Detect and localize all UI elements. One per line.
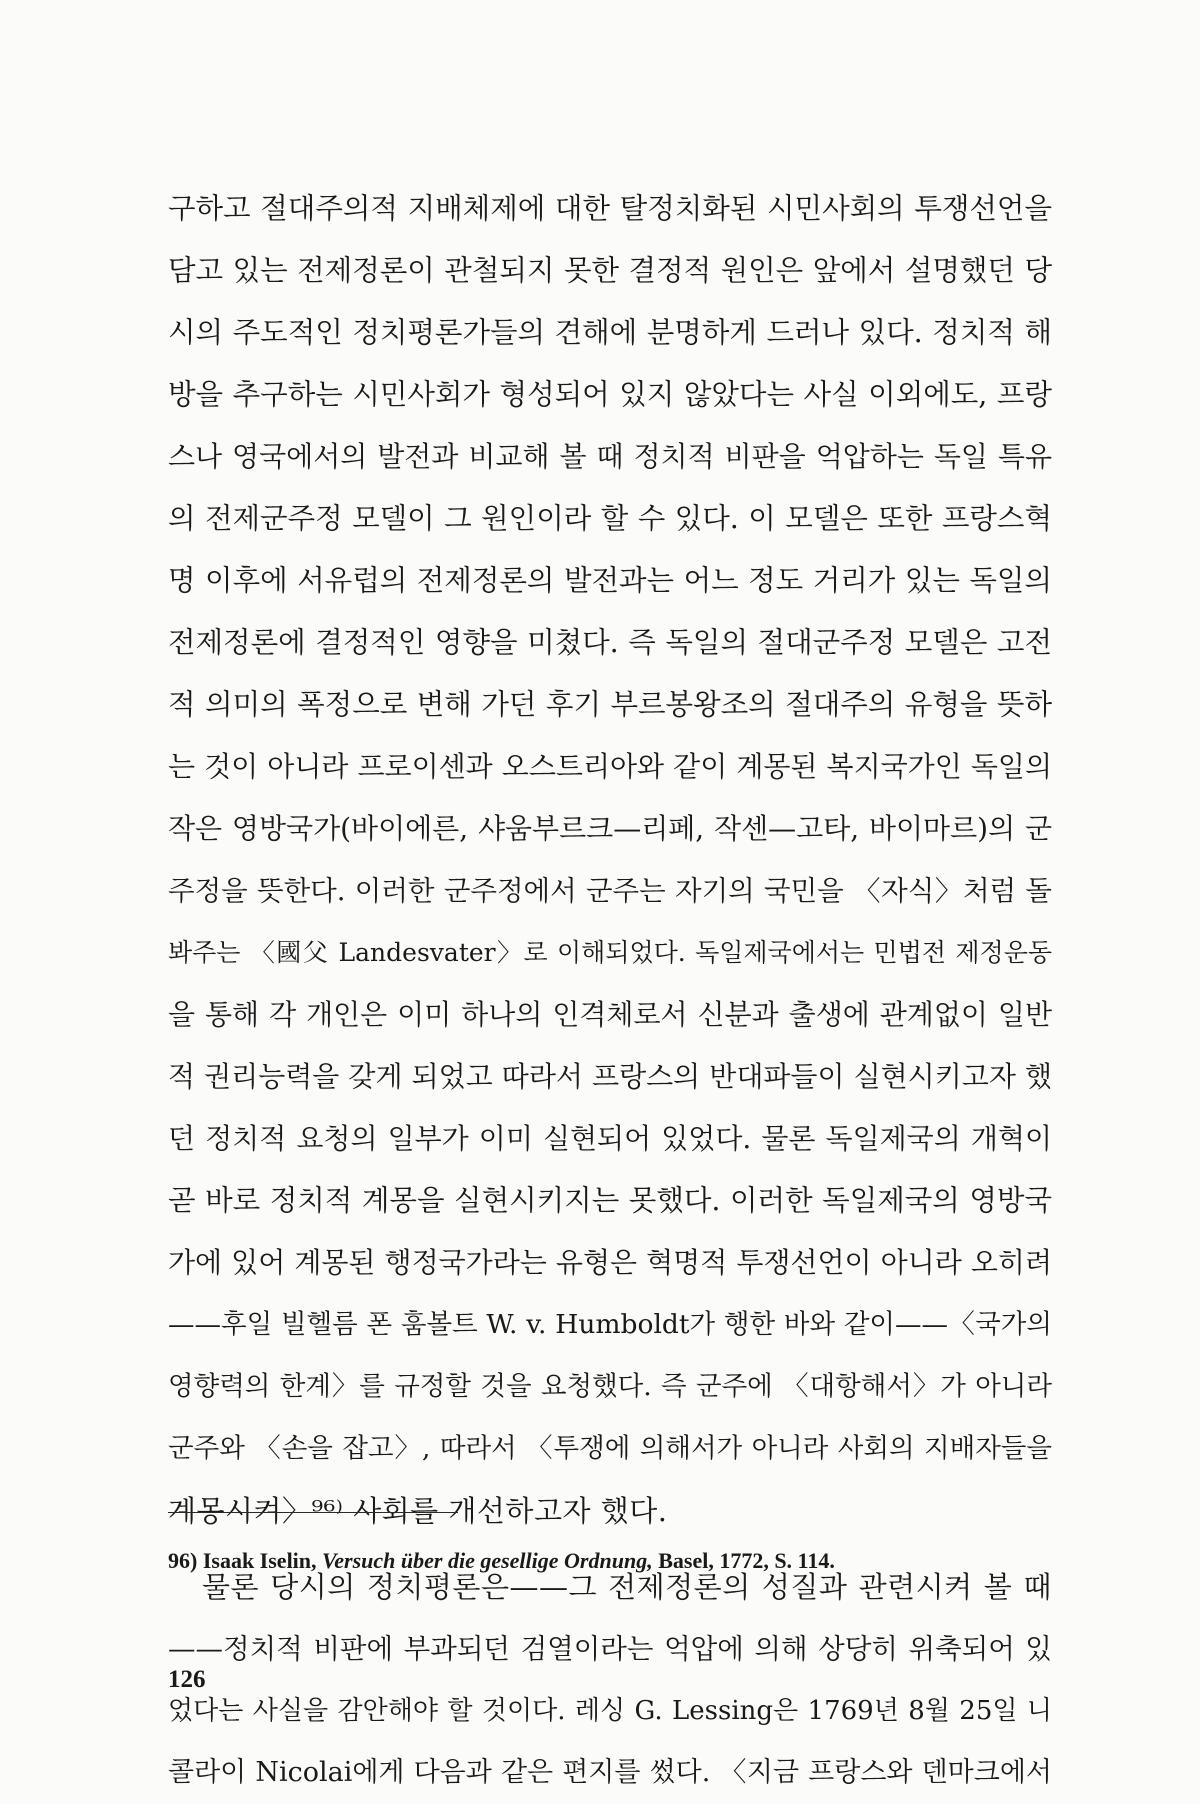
text-line: 곧 바로 정치적 계몽을 실현시키지는 못했다. 이러한 독일제국의 영방국 bbox=[168, 1184, 1052, 1217]
text-line: 을 통해 각 개인은 이미 하나의 인격체로서 신분과 출생에 관계없이 일반 bbox=[168, 998, 1052, 1031]
text-line: 콜라이 Nicolai에게 다음과 같은 편지를 썼다. 〈지금 프랑스와 덴마크에서 bbox=[168, 1757, 1052, 1788]
text-line: 었다는 사실을 감안해야 할 것이다. 레싱 G. Lessing은 1769년 8월 25일 니 bbox=[168, 1696, 1052, 1726]
text-line: 물론 당시의 정치평론은——그 전제정론의 성질과 관련시켜 볼 때 bbox=[202, 1570, 1052, 1604]
text-line: 계몽시켜〉⁹⁶⁾ 사회를 개선하고자 했다. bbox=[168, 1494, 668, 1528]
text-line: 전제정론에 결정적인 영향을 미쳤다. 즉 독일의 절대군주정 모델은 고전 bbox=[168, 626, 1052, 659]
text-line: 영향력의 한계〉를 규정할 것을 요청했다. 즉 군주에 〈대항해서〉가 아니라 bbox=[168, 1371, 1052, 1402]
text-line: 시의 주도적인 정치평론가들의 견해에 분명하게 드러나 있다. 정치적 해 bbox=[168, 316, 1052, 349]
text-line: 명 이후에 서유럽의 전제정론의 발전과는 어느 정도 거리가 있는 독일의 bbox=[168, 564, 1052, 597]
text-line: 봐주는 〈國父 Landesvater〉로 이해되었다. 독일제국에서는 민법전 제정운동 bbox=[168, 938, 1052, 967]
text-line: 던 정치적 요청의 일부가 이미 실현되어 있었다. 물론 독일제국의 개혁이 bbox=[168, 1122, 1052, 1155]
text-line: 군주와 〈손을 잡고〉, 따라서 〈투쟁에 의해서가 아니라 사회의 지배자들을 bbox=[168, 1433, 1052, 1464]
footnote-author: Isaak Iselin, bbox=[202, 1548, 317, 1573]
text-line: 스나 영국에서의 발전과 비교해 볼 때 정치적 비판을 억압하는 독일 특유 bbox=[168, 440, 1052, 473]
text-line: 는 것이 아니라 프로이센과 오스트리아와 같이 계몽된 복지국가인 독일의 bbox=[168, 750, 1052, 783]
footnote-citation: Basel, 1772, S. 114. bbox=[658, 1548, 835, 1573]
text-line: 의 전제군주정 모델이 그 원인이라 할 수 있다. 이 모델은 또한 프랑스혁 bbox=[168, 502, 1052, 535]
footnote-divider bbox=[168, 1512, 458, 1513]
footnote-title: Versuch über die gesellige Ordnung, bbox=[322, 1548, 653, 1573]
text-line: 적 권리능력을 갖게 되었고 따라서 프랑스의 반대파들이 실현시키고자 했 bbox=[168, 1060, 1052, 1093]
text-line: ——정치적 비판에 부과되던 검열이라는 억압에 의해 상당히 위축되어 있 bbox=[168, 1633, 1052, 1665]
footnote bbox=[168, 1548, 1052, 1574]
text-line: 작은 영방국가(바이에른, 샤움부르크—리페, 작센—고타, 바이마르)의 군 bbox=[168, 812, 1052, 845]
footnote-number: 96) bbox=[168, 1548, 198, 1573]
text-line: 적 의미의 폭정으로 변해 가던 후기 부르봉왕조의 절대주의 유형을 뜻하 bbox=[168, 688, 1052, 721]
text-line: 가에 있어 계몽된 행정국가라는 유형은 혁명적 투쟁선언이 아니라 오히려 bbox=[168, 1246, 1052, 1279]
text-line: 주정을 뜻한다. 이러한 군주정에서 군주는 자기의 국민을 〈자식〉처럼 돌 bbox=[168, 875, 1052, 907]
text-line: 담고 있는 전제정론이 관철되지 못한 결정적 원인은 앞에서 설명했던 당 bbox=[168, 254, 1052, 287]
page-number: 126 bbox=[168, 1666, 206, 1693]
text-line: 구하고 절대주의적 지배체제에 대한 탈정치화된 시민사회의 투쟁선언을 bbox=[168, 192, 1052, 225]
text-line: ——후일 빌헬름 폰 훔볼트 W. v. Humboldt가 행한 바와 같이——〈국가의 bbox=[168, 1309, 1052, 1340]
text-line: 방을 추구하는 시민사회가 형성되어 있지 않았다는 사실 이외에도, 프랑 bbox=[168, 378, 1052, 411]
